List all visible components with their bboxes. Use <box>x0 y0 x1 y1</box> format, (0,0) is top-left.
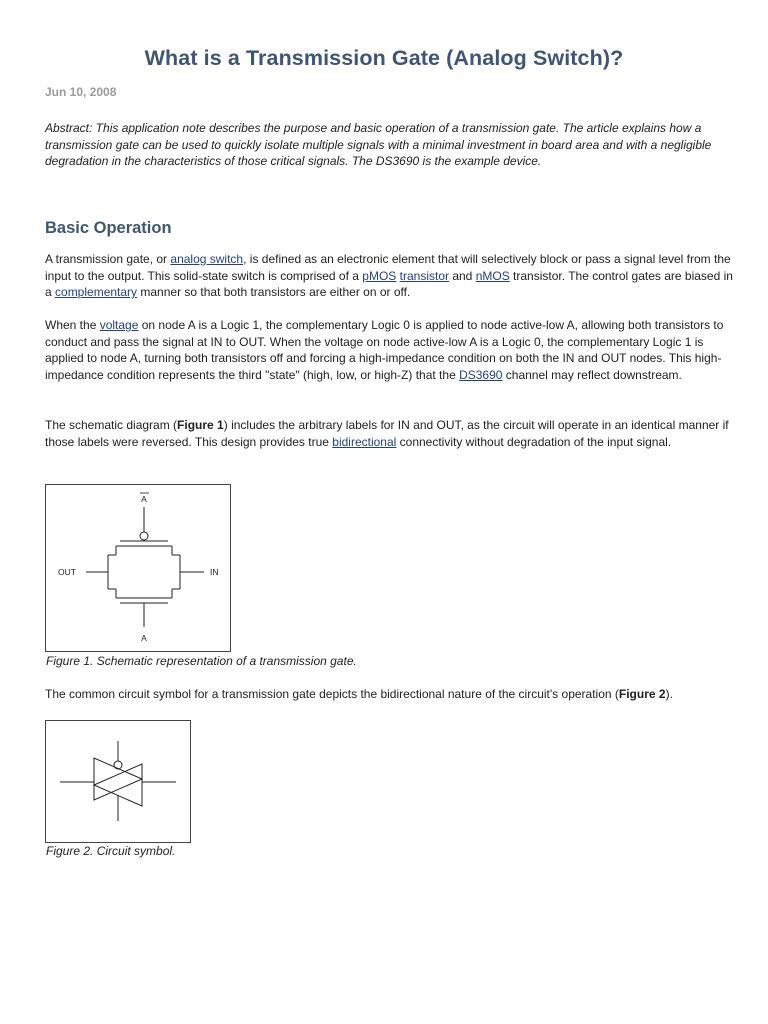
text-run: transistor. The control gates are biased in a <box>45 268 733 299</box>
figure-ref: Figure 1 <box>177 418 224 432</box>
paragraph-symbol <box>45 686 735 703</box>
paragraph-definition <box>45 251 735 301</box>
paragraph-logic <box>45 317 735 383</box>
label-out: OUT <box>58 567 76 577</box>
inverter-bubble <box>140 532 148 540</box>
triangle-right <box>94 758 142 800</box>
page-title: What is a Transmission Gate (Analog Switch)? <box>144 46 624 70</box>
label-in: IN <box>210 567 219 577</box>
link-complementary[interactable]: complementary <box>55 285 138 299</box>
label-a-bar: A <box>141 494 147 504</box>
control-bubble <box>114 761 122 769</box>
schematic-diagram <box>46 485 230 651</box>
text-run: A transmission gate, or <box>45 252 171 266</box>
text-run: The common circuit symbol for a transmission gate depicts the bidirectional nature of the circuit's operation ( <box>45 687 619 701</box>
abstract-text: Abstract: This application note describes the purpose and basic operation of a transmission gate. The article explains how a transmission gate can be used to quickly isolate multiple signals with a minimal investment in board area and with a negligible degradation in the characteristics of those critical signals. The DS3690 is the example device. <box>45 121 712 168</box>
text-run: and <box>449 268 476 283</box>
text-run: manner so that both transistors are either on or off. <box>137 285 411 299</box>
text-run: The schematic diagram ( <box>45 418 178 432</box>
label-a: A <box>141 633 147 643</box>
text-run: ) includes the arbitrary labels for IN and OUT, as the circuit will operate in an identical manner if those labels were reversed. This design provides true <box>45 418 729 449</box>
link-transistor[interactable]: transistor <box>399 268 449 283</box>
text-run: channel may reflect downstream. <box>502 367 682 382</box>
figure-1-schematic <box>45 484 231 652</box>
link-pmos[interactable]: pMOS <box>362 268 397 283</box>
circuit-symbol <box>46 721 190 842</box>
text-run: on node A is a Logic 1, the complementary Logic 0 is applied to node active-low A, allowing both transistors to conduct and pass the signal at IN to OUT. When the voltage on node active-low A is a Logic 0, the complementary Logic 1 is applied to node A, turning both transistors off and forcing a high-impedance condition on both the IN and OUT nodes. This high-impedance condition represents the third "state" (high, low, or high-Z) that the <box>45 318 724 382</box>
publish-date: Jun 10, 2008 <box>45 85 117 99</box>
figure-2-symbol <box>45 720 191 843</box>
link-ds3690[interactable]: DS3690 <box>459 367 503 382</box>
link-nmos[interactable]: nMOS <box>475 268 510 283</box>
figure-ref: Figure 2 <box>618 687 666 701</box>
text-run: , is defined as an electronic element that will selectively block or pass a signal level from the input to the output. This solid-state switch is comprised of a <box>45 252 731 283</box>
text-run: connectivity without degradation of the input signal. <box>396 434 672 449</box>
link-voltage[interactable]: voltage <box>99 318 139 332</box>
section-heading: Basic Operation <box>45 219 172 237</box>
paragraph-schematic <box>45 417 735 450</box>
figure-2-caption: Figure 2. Circuit symbol. <box>46 844 176 858</box>
text-run: ). <box>665 687 673 701</box>
link-bidirectional[interactable]: bidirectional <box>332 434 397 449</box>
figure-1-caption: Figure 1. Schematic representation of a transmission gate. <box>46 654 357 668</box>
link-analog-switch[interactable]: analog switch <box>170 252 244 266</box>
text-run: When the <box>45 318 100 332</box>
